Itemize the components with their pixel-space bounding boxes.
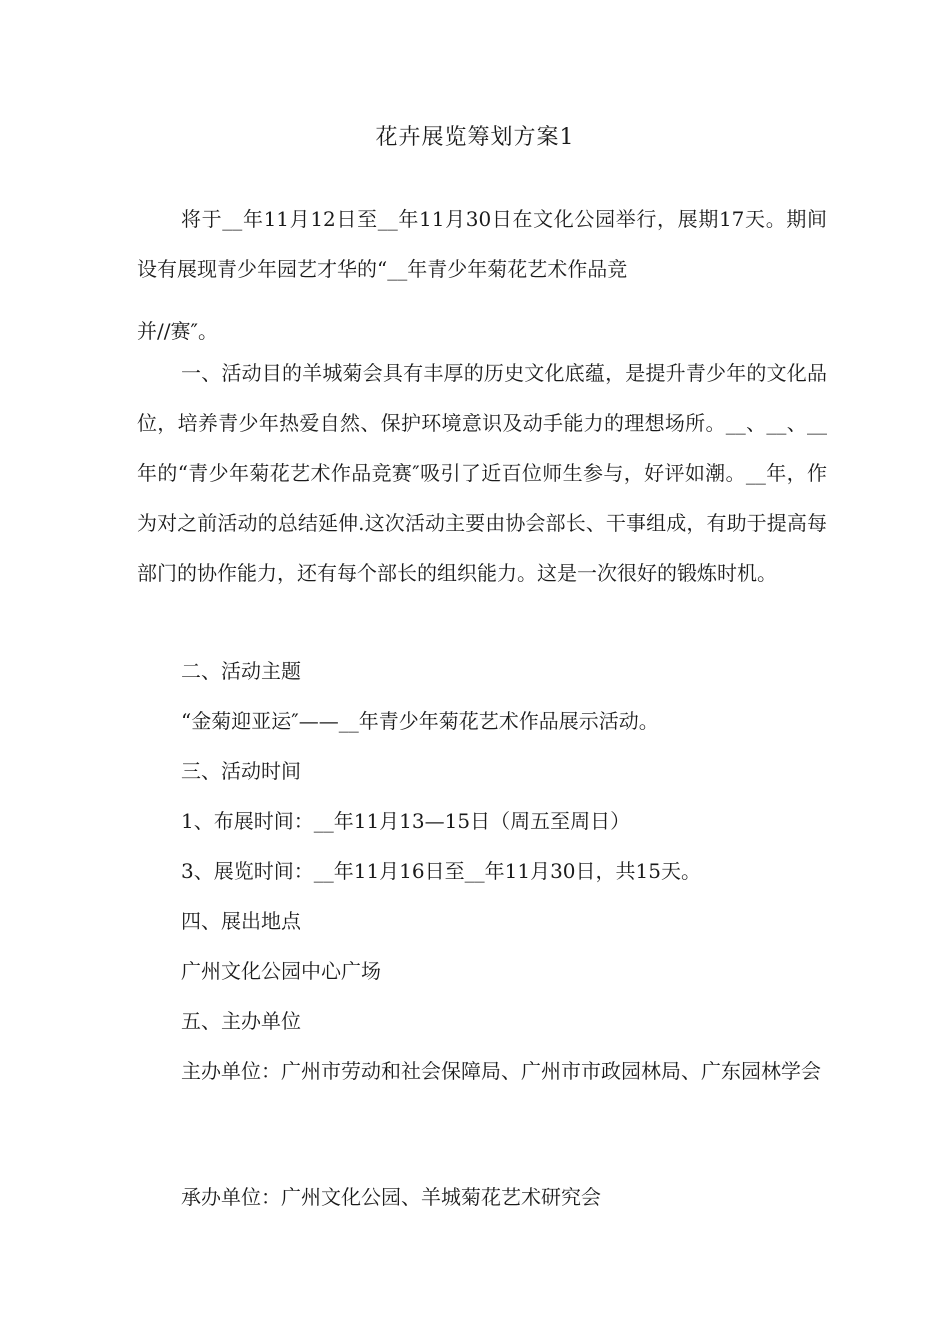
section-theme-heading: 二、活动主题	[181, 659, 301, 683]
document-title: 花卉展览筹划方案1	[375, 125, 575, 150]
intro-paragraph-continued: 并//赛″。	[137, 319, 218, 343]
section-organizer-heading: 五、主办单位	[181, 1009, 301, 1033]
section-purpose-paragraph: 一、活动目的羊城菊会具有丰厚的历史文化底蕴，是提升青少年的文化品位，培养青少年热爱自然、保护环境意识及动手能力的理想场所。__、__、__年的“青少年菊花艺术作品竞赛″吸引了近百位师生参与，好评如潮。__年，作为对之前活动的总结延伸.这次活动主要由协会部长、干事组成，有助于提高每部门的协作能力，还有每个部长的组织能力。这是一次很好的锻炼时机。	[137, 361, 827, 585]
section-time-heading: 三、活动时间	[181, 759, 301, 783]
intro-paragraph: 将于__年11月12日至__年11月30日在文化公园举行，展期17天。期间设有展现青少年园艺才华的“__年青少年菊花艺术作品竞	[137, 207, 827, 281]
co-organizer-paragraph: 承办单位：广州文化公园、羊城菊花艺术研究会	[181, 1185, 601, 1209]
organizer-paragraph: 主办单位：广州市劳动和社会保障局、广州市市政园林局、广东园林学会	[181, 1059, 821, 1083]
section-theme-body: “金菊迎亚运″——__年青少年菊花艺术作品展示活动。	[181, 709, 659, 733]
exhibition-time-item: 3、展览时间：__年11月16日至__年11月30日，共15天。	[181, 859, 701, 883]
section-location-heading: 四、展出地点	[181, 909, 301, 933]
section-location-body: 广州文化公园中心广场	[181, 959, 381, 983]
setup-time-item: 1、布展时间：__年11月13—15日（周五至周日）	[181, 809, 631, 833]
